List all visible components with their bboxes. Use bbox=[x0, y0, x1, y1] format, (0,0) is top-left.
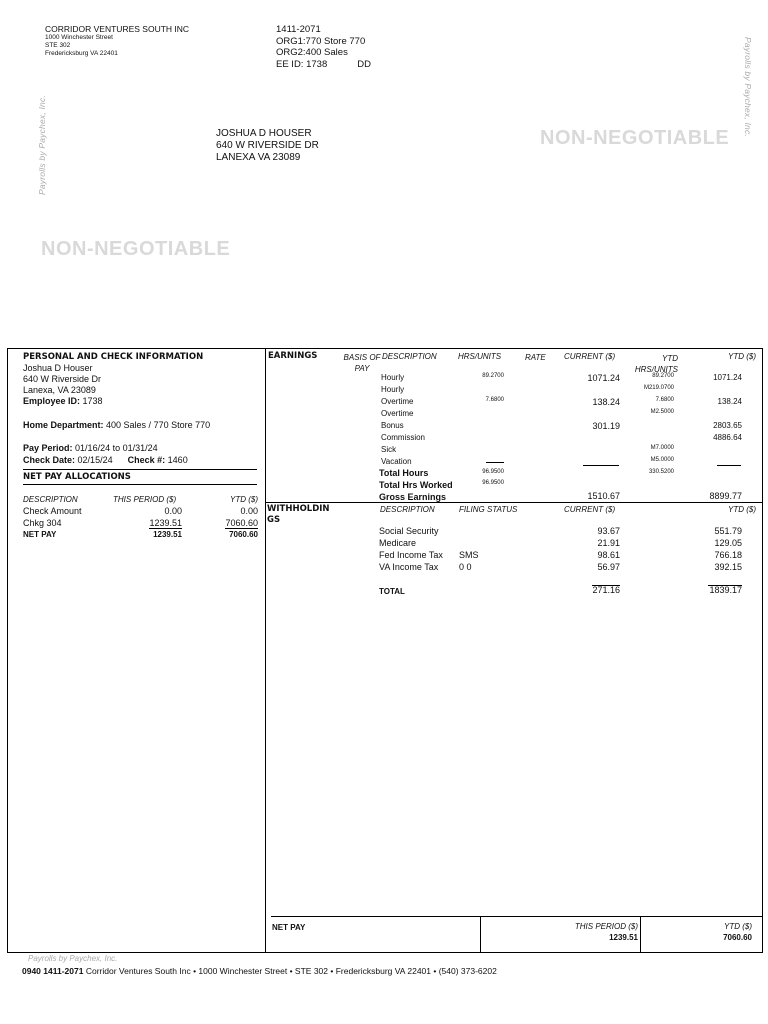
gross-ytd-value: 8899.77 bbox=[709, 491, 742, 501]
allocations-rule bbox=[23, 469, 257, 470]
net-pay-period-value: 1239.51 bbox=[609, 933, 638, 942]
alloc-row-period: 0.00 bbox=[164, 506, 182, 516]
earnings-col-ytd: YTD ($) bbox=[728, 352, 756, 361]
footer-address: Corridor Ventures South Inc • 1000 Winchester Street • STE 302 • Fredericksburg VA 22401 • (540) 373-6202 bbox=[85, 966, 497, 976]
wh-col-ytd: YTD ($) bbox=[728, 505, 756, 514]
alloc-row-period: 1239.51 bbox=[153, 530, 182, 539]
check-date-label: Check Date: bbox=[23, 455, 76, 465]
alloc-col-desc: DESCRIPTION bbox=[23, 495, 78, 504]
wh-row-filing: 0 0 bbox=[459, 562, 472, 572]
column-divider bbox=[265, 349, 266, 953]
earnings-row-desc: Sick bbox=[381, 445, 397, 454]
earnings-row-ytd: 138.24 bbox=[717, 397, 742, 406]
wh-row-desc: Social Security bbox=[379, 526, 439, 536]
alloc-row-ytd: 7060.60 bbox=[225, 518, 258, 528]
earnings-row-ytd-hrs: 89.2700 bbox=[652, 373, 674, 379]
gross-current-value: 1510.67 bbox=[587, 491, 620, 501]
total-hours-value: 96.9500 bbox=[482, 469, 504, 475]
net-pay-label: NET PAY bbox=[272, 923, 306, 932]
earnings-row-ytd: 2803.65 bbox=[713, 421, 742, 430]
check-date-value: 02/15/24 bbox=[77, 455, 113, 465]
mail-name: JOSHUA D HOUSER bbox=[216, 128, 312, 139]
ee-id: EE ID: 1738 bbox=[276, 58, 328, 70]
employee-id-label: Employee ID: bbox=[23, 396, 81, 406]
wh-col-desc: DESCRIPTION bbox=[380, 505, 435, 514]
company-block bbox=[45, 25, 189, 58]
allocations-heading: NET PAY ALLOCATIONS bbox=[23, 472, 131, 482]
earnings-row-current: 301.19 bbox=[592, 421, 620, 431]
footer bbox=[22, 966, 497, 976]
net-pay-rule bbox=[271, 916, 763, 917]
earnings-col-current: CURRENT ($) bbox=[564, 352, 616, 361]
alloc-row-ytd: 7060.60 bbox=[229, 530, 258, 539]
wh-row-ytd: 129.05 bbox=[714, 538, 742, 548]
wh-row-filing: SMS bbox=[459, 550, 479, 560]
net-pay-ytd-value: 7060.60 bbox=[723, 933, 752, 942]
home-dept-value: 400 Sales / 770 Store 770 bbox=[106, 420, 211, 430]
total-worked-value: 96.9500 bbox=[482, 480, 504, 486]
alloc-col-period: THIS PERIOD ($) bbox=[113, 495, 177, 504]
earnings-row-ytd-hrs: M5.0000 bbox=[650, 457, 674, 463]
dd-flag: DD bbox=[357, 58, 371, 70]
earnings-row-ytd-hrs: M7.0000 bbox=[650, 445, 674, 451]
earnings-heading: EARNINGS bbox=[268, 351, 318, 361]
net-pay-divider-2 bbox=[640, 916, 641, 952]
earnings-row-desc: Overtime bbox=[381, 409, 414, 418]
earnings-row-desc: Vacation bbox=[381, 457, 412, 466]
id-block bbox=[276, 24, 371, 70]
company-city: Fredericksburg VA 22401 bbox=[45, 50, 118, 57]
personal-city: Lanexa, VA 23089 bbox=[23, 385, 96, 395]
pay-period-value: 01/16/24 to 01/31/24 bbox=[75, 443, 158, 453]
company-street: 1000 Winchester Street bbox=[45, 34, 113, 41]
withholdings-rule bbox=[266, 502, 763, 503]
wh-row-desc: VA Income Tax bbox=[379, 562, 439, 572]
wh-row-desc: Fed Income Tax bbox=[379, 550, 443, 560]
earnings-row-desc: Hourly bbox=[381, 385, 405, 394]
company-name: CORRIDOR VENTURES SOUTH INC bbox=[45, 24, 190, 34]
wh-row-current: 98.61 bbox=[597, 550, 620, 560]
check-no-label: Check #: bbox=[127, 455, 166, 465]
wh-row-current: 56.97 bbox=[597, 562, 620, 572]
wh-row-current: 93.67 bbox=[597, 526, 620, 536]
gross-earnings-label: Gross Earnings bbox=[379, 492, 447, 502]
mail-street: 640 W RIVERSIDE DR bbox=[216, 140, 319, 151]
wh-row-desc: Medicare bbox=[379, 538, 417, 548]
earnings-row-current: 138.24 bbox=[592, 397, 620, 407]
alloc-row-desc: Chkg 304 bbox=[23, 518, 62, 528]
wh-row-ytd: 766.18 bbox=[714, 550, 742, 560]
earnings-col-ytd-hrs: YTD HRS/UNITS bbox=[634, 354, 678, 374]
total-ytd-hrs-value: 330.5200 bbox=[648, 469, 674, 475]
earnings-row-ytd-hrs: M219.0700 bbox=[643, 385, 674, 391]
paychex-watermark-right: Payrolls by Paychex, Inc. bbox=[742, 37, 753, 137]
earnings-col-hrs: HRS/UNITS bbox=[458, 352, 502, 361]
allocations-rule-2 bbox=[23, 484, 257, 485]
home-dept-label: Home Department: bbox=[23, 420, 104, 430]
earnings-row-current: 1071.24 bbox=[587, 373, 620, 383]
earnings-row-desc: Hourly bbox=[381, 373, 405, 382]
wh-row-current: 21.91 bbox=[597, 538, 620, 548]
alloc-row-period: 1239.51 bbox=[149, 518, 182, 528]
employee-id-value: 1738 bbox=[82, 396, 103, 406]
org2: ORG2:400 Sales bbox=[276, 47, 348, 58]
net-pay-period-label: THIS PERIOD ($) bbox=[574, 922, 638, 931]
footer-code: 0940 1411-2071 bbox=[22, 966, 84, 976]
earnings-col-desc: DESCRIPTION bbox=[382, 352, 437, 361]
non-negotiable-stamp-right: NON-NEGOTIABLE bbox=[540, 127, 730, 149]
earnings-row-hrs: 89.2700 bbox=[482, 373, 504, 379]
alloc-col-ytd: YTD ($) bbox=[230, 495, 258, 504]
wh-row-ytd: 551.79 bbox=[714, 526, 742, 536]
personal-street: 640 W Riverside Dr bbox=[23, 374, 102, 384]
earnings-row-desc: Commission bbox=[381, 433, 426, 442]
wh-col-current: CURRENT ($) bbox=[564, 505, 616, 514]
employee-mailing-address bbox=[216, 128, 319, 164]
earnings-row-desc: Bonus bbox=[381, 421, 404, 430]
earnings-col-rate: RATE bbox=[525, 353, 546, 362]
net-pay-ytd-label: YTD ($) bbox=[724, 922, 752, 931]
pay-period-label: Pay Period: bbox=[23, 443, 73, 453]
current-subtotal-rule bbox=[583, 465, 619, 466]
personal-name: Joshua D Houser bbox=[23, 363, 93, 373]
withholdings-heading-1: WITHHOLDIN bbox=[267, 504, 330, 514]
org1: ORG1:770 Store 770 bbox=[276, 35, 366, 47]
wh-total-label: TOTAL bbox=[379, 587, 405, 596]
wh-total-current: 271.16 bbox=[592, 585, 620, 595]
alloc-row-ytd: 0.00 bbox=[240, 506, 258, 516]
total-worked-label: Total Hrs Worked bbox=[379, 480, 453, 490]
wh-total-ytd: 1839.17 bbox=[709, 585, 742, 595]
check-no-value: 1460 bbox=[167, 455, 188, 465]
paychex-watermark-left: Payrolls by Paychex, Inc. bbox=[36, 95, 47, 195]
hrs-subtotal-rule bbox=[486, 462, 504, 463]
personal-heading: PERSONAL AND CHECK INFORMATION bbox=[23, 352, 204, 362]
alloc-row-desc: NET PAY bbox=[23, 530, 57, 539]
withholdings-heading bbox=[267, 504, 330, 526]
earnings-row-desc: Overtime bbox=[381, 397, 414, 406]
company-suite: STE 302 bbox=[45, 42, 71, 49]
earnings-row-ytd: 1071.24 bbox=[713, 373, 742, 382]
earnings-row-ytd-hrs: 7.6800 bbox=[655, 397, 674, 403]
total-hours-label: Total Hours bbox=[379, 468, 429, 478]
earnings-col-basis: BASIS OF PAY bbox=[343, 353, 381, 373]
mail-city: LANEXA VA 23089 bbox=[216, 152, 301, 163]
withholdings-heading-2: GS bbox=[267, 515, 281, 525]
wh-col-filing: FILING STATUS bbox=[459, 505, 518, 514]
earnings-row-ytd-hrs: M2.5000 bbox=[650, 409, 674, 415]
net-pay-divider-1 bbox=[480, 916, 481, 952]
paychex-footer-note: Payrolls by Paychex, Inc. bbox=[28, 954, 118, 963]
earnings-row-ytd: 4886.64 bbox=[713, 433, 742, 442]
alloc-row-desc: Check Amount bbox=[23, 506, 82, 516]
ytd-subtotal-rule bbox=[717, 465, 741, 466]
non-negotiable-stamp-left: NON-NEGOTIABLE bbox=[41, 238, 231, 260]
id-code: 1411-2071 bbox=[276, 24, 321, 35]
pay-stub bbox=[7, 348, 763, 953]
wh-row-ytd: 392.15 bbox=[714, 562, 742, 572]
earnings-row-hrs: 7.6800 bbox=[485, 397, 504, 403]
